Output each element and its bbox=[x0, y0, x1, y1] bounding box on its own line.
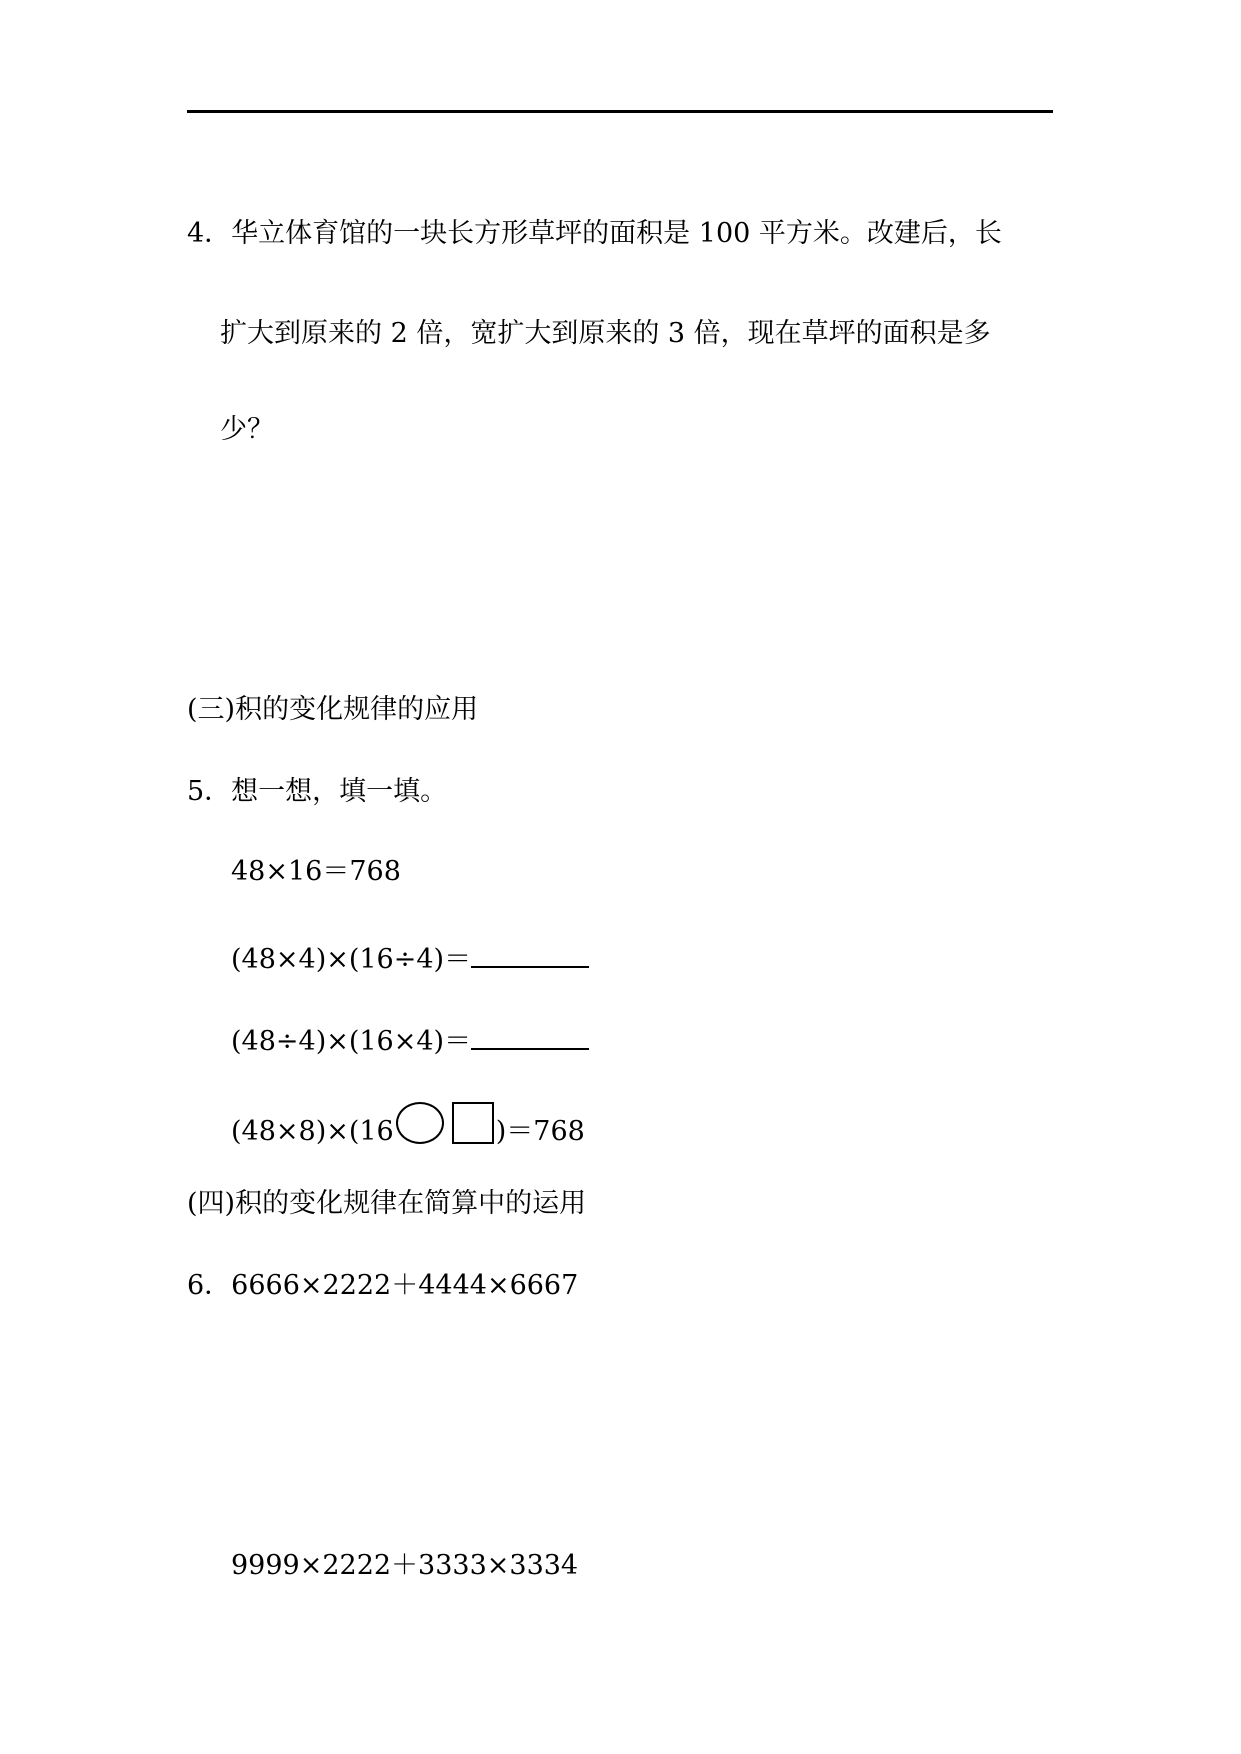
q5-equation-3-prefix: (48×8)×(16 bbox=[231, 1116, 394, 1147]
header-rule bbox=[187, 110, 1053, 113]
answer-blank-1[interactable] bbox=[471, 938, 589, 968]
q4-line-2: 扩大到原来的 2 倍，宽扩大到原来的 3 倍，现在草坪的面积是多 bbox=[220, 318, 991, 349]
operator-circle-blank[interactable] bbox=[396, 1102, 444, 1144]
answer-blank-2[interactable] bbox=[471, 1020, 589, 1050]
q5-equation-1 bbox=[231, 938, 589, 980]
q5-equation-2 bbox=[231, 1020, 589, 1062]
q5-equation-3 bbox=[231, 1102, 585, 1152]
q4-line-3: 少？ bbox=[220, 414, 274, 445]
section-4-title: (四)积的变化规律在简算中的运用 bbox=[187, 1188, 587, 1219]
q5-title: 5．想一想，填一填。 bbox=[187, 776, 448, 807]
section-3-title: (三)积的变化规律的应用 bbox=[187, 694, 479, 725]
q5-given-equation: 48×16＝768 bbox=[231, 856, 401, 887]
q6-expression-2: 9999×2222＋3333×3334 bbox=[231, 1550, 579, 1581]
q5-equation-1-text: (48×4)×(16÷4)＝ bbox=[231, 944, 472, 975]
q5-equation-2-text: (48÷4)×(16×4)＝ bbox=[231, 1026, 472, 1057]
number-square-blank[interactable] bbox=[452, 1102, 494, 1144]
q6-expression-1: 6．6666×2222＋4444×6667 bbox=[187, 1270, 579, 1301]
q5-equation-3-suffix: )＝768 bbox=[495, 1116, 585, 1147]
q4-line-1: 4．华立体育馆的一块长方形草坪的面积是 100 平方米。改建后，长 bbox=[187, 218, 1002, 249]
